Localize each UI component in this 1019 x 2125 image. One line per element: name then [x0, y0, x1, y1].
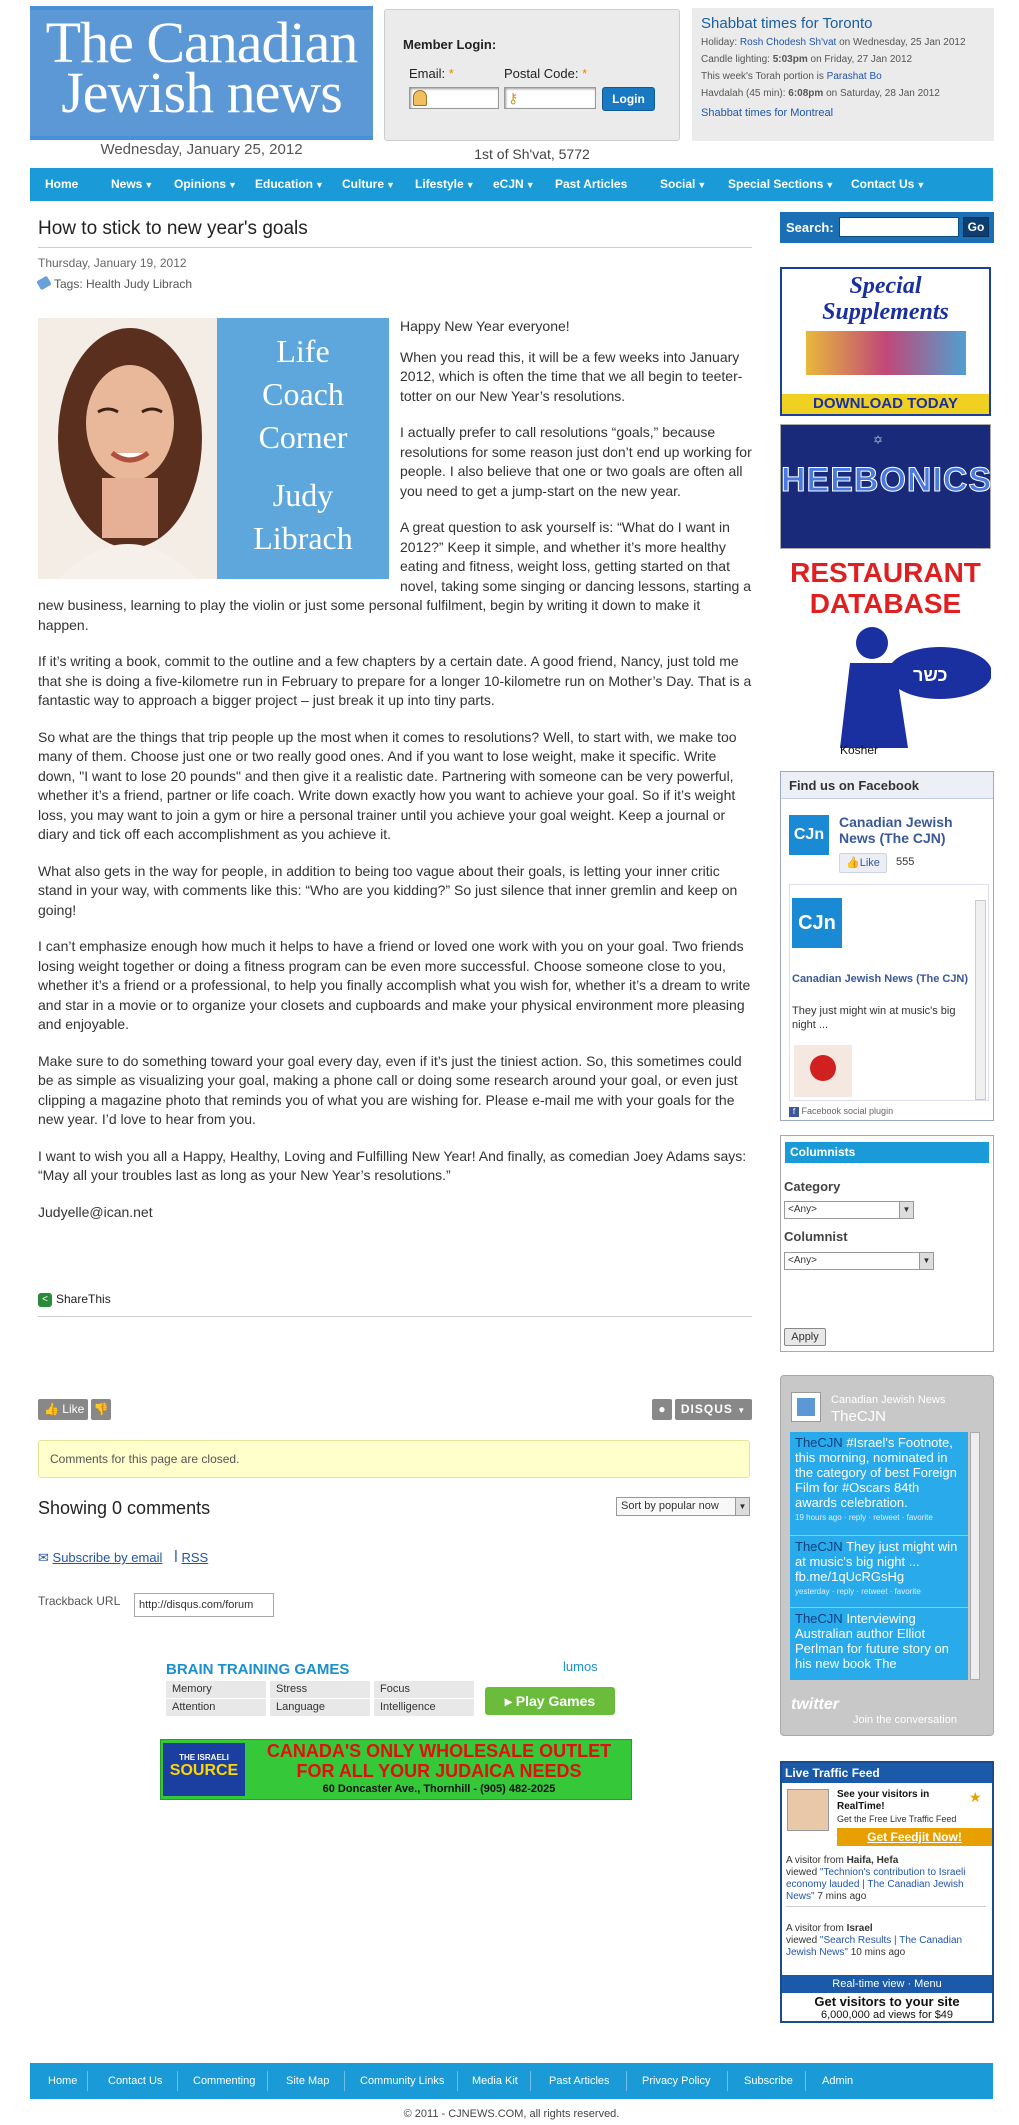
footer-past-articles[interactable]: Past Articles — [549, 2075, 610, 2087]
montreal-link[interactable]: Shabbat times for Montreal — [701, 107, 834, 119]
disqus-toolbar — [38, 1399, 752, 1421]
article-paragraph: A great question to ask yourself is: “What do I want in 2012?” Keep it simple, and whether it’s more healthy eating and fitness, weight loss, getting started on that novel, taking some singing or dancing lessons, starting a new business, learning to play the violin or just some personal fulfilment, begin by writing it down to make it happen. — [38, 519, 751, 633]
top-spacer — [38, 307, 752, 317]
footer-commenting[interactable]: Commenting — [193, 2075, 256, 2087]
article-paragraph: So what are the things that trip people up the most when it comes to resolutions? Well, to start with, we make too many of them. Choose just one or two really good ones. And if you want to lose weight, make it specific. Write down, "I want to lose 20 pounds" and then give it a realistic date. Partnering with someone can be very powerful, whether it’s a friend, partner or life coach. Write down exactly how you want to achieve your goal. So if it’s weight loss, you may want to join a gym or hire a personal trainer until you achieve your goal weight. Keep a journal or diary and tick off each accomplishment as you achieve it. — [38, 728, 737, 842]
chevron-down-icon: ▼ — [525, 180, 535, 190]
portrait-image — [38, 318, 217, 579]
nav-education[interactable]: Education ▼ — [255, 177, 324, 191]
fb-stream — [789, 884, 989, 1101]
thumbs-up-icon: 👍 — [846, 857, 860, 869]
supp-line-2: Supplements — [822, 299, 949, 325]
columnist-photo — [38, 318, 389, 579]
tweet — [790, 1536, 968, 1608]
kosher-hebrew: כשר — [913, 665, 948, 685]
subscribe-links — [38, 1550, 208, 1566]
nav-news[interactable]: News ▼ — [111, 177, 154, 191]
judaica-ad-address: 60 Doncaster Ave., Thornhill - (905) 482-2025 — [322, 1783, 556, 1795]
chevron-down-icon: ▼ — [386, 180, 395, 190]
sort-select[interactable]: Sort by popular now ▼ — [616, 1497, 750, 1516]
postal-code-label: Postal Code: * — [504, 66, 588, 81]
fb-post-author[interactable]: Canadian Jewish News (The CJN) — [792, 973, 969, 985]
star-of-david-icon: ✡ — [873, 433, 884, 447]
email-field[interactable] — [409, 87, 499, 109]
fb-post-thumbnail — [810, 1055, 836, 1081]
waiter-silhouette-icon — [780, 623, 991, 748]
shabbat-times-panel — [692, 8, 994, 141]
thumbs-up-icon: 👍 — [44, 1402, 59, 1416]
feed-promo-image — [787, 1789, 829, 1831]
fb-like-button[interactable]: 👍Like — [839, 853, 887, 873]
article-date: Thursday, January 19, 2012 — [38, 256, 187, 270]
share-icon: < — [38, 1293, 52, 1307]
play-games-button[interactable]: ▸ Play Games — [485, 1687, 615, 1715]
user-icon — [413, 90, 427, 106]
tweet-text: #Israel's Footnote, this morning, nominated in the category of best Foreign Film for #Oscars 84th awards celebration. — [795, 1435, 957, 1510]
article-tags: Tags: Health Judy Librach — [38, 277, 752, 307]
chevron-down-icon: ▼ — [465, 180, 475, 190]
tweet-meta[interactable]: yesterday · reply · retweet · favorite — [795, 1587, 921, 1596]
tweet-user[interactable]: TheCJN — [795, 1539, 843, 1554]
israeli-source-logo — [163, 1743, 245, 1796]
search-label: Search: — [786, 220, 834, 235]
feed-item-link[interactable]: "Search Results | The Canadian Jewish News" — [786, 1935, 963, 1958]
member-login-panel — [384, 9, 680, 141]
judaica-ad-line-1: CANADA'S ONLY WHOLESALE OUTLET — [266, 1741, 612, 1761]
chevron-down-icon: ▼ — [144, 180, 154, 190]
life-coach-corner-badge — [217, 318, 389, 579]
tweet-meta[interactable]: 19 hours ago · reply · retweet · favorite — [795, 1513, 933, 1522]
brain-cat: Language — [270, 1699, 370, 1716]
nav-culture[interactable]: Culture ▼ — [342, 177, 395, 191]
like-button[interactable]: 👍 Like — [38, 1399, 88, 1420]
tweet-user[interactable]: TheCJN — [795, 1611, 843, 1626]
fb-post-image — [794, 1045, 852, 1097]
article-paragraph: I can’t emphasize enough how much it helps to have a friend or loved one work with you on your goal. Two friends losing weight together or doing a fitness program can be even more successful. Choose someone close to you, whether it’s a friend or a professional, to help you finally accomplish what you wish for, whether it’s a dream to write and star in a movie or to organize your closets and cupboards and make your physical environment more pleasing and enjoyable. — [38, 938, 751, 1032]
tweet-list — [790, 1432, 968, 1680]
rss-icon: ꟾ — [173, 1550, 178, 1565]
comments-closed-notice: Comments for this page are closed. — [38, 1440, 750, 1478]
chevron-down-icon: ▼ — [899, 1202, 913, 1218]
sharethis-button[interactable]: < ShareThis — [38, 1292, 111, 1306]
feed-item: A visitor from Israel viewed "Search Results | The Canadian Jewish News" 10 mins ago — [786, 1923, 963, 1958]
chevron-down-icon: ▼ — [737, 1406, 747, 1415]
havdalah-line: Havdalah (45 min): 6:08pm on Saturday, 28 Jan 2012 — [701, 88, 940, 99]
download-today: DOWNLOAD TODAY — [782, 394, 989, 414]
star-icon: ★ — [969, 1789, 982, 1805]
badge-line-3: Corner — [258, 419, 348, 455]
chevron-down-icon: ▼ — [825, 180, 835, 190]
feed-promo-title: See your visitors in RealTime! — [837, 1789, 930, 1812]
restaurant-database-ad[interactable] — [780, 557, 991, 762]
brain-cat: Attention — [166, 1699, 266, 1716]
rss-link[interactable]: RSS — [181, 1550, 209, 1565]
footer-subscribe[interactable]: Subscribe — [744, 2075, 793, 2087]
nav-ecjn[interactable]: eCJN ▼ — [493, 177, 535, 191]
footer-separator — [727, 2071, 728, 2091]
footer-site-map[interactable]: Site Map — [286, 2075, 330, 2087]
apply-button[interactable]: Apply — [784, 1328, 826, 1346]
article-paragraph: If it’s writing a book, commit to the outline and a few chapters by a certain date. A good friend, Nancy, just told me that she is doing a five-kilometre run in February to prepare for a longer 10-kilometre run on Mother’s Day. That is a fantastic way to approach a bigger project – just break it up into tiny parts. — [38, 653, 752, 708]
facebook-icon: f — [789, 1107, 799, 1117]
heebonics-ad[interactable] — [780, 424, 991, 549]
columnist-label: Columnist — [784, 1229, 848, 1244]
key-icon: ⚷ — [508, 90, 519, 106]
judaica-ad-line-2: FOR ALL YOUR JUDAICA NEEDS — [296, 1761, 582, 1781]
nav-social[interactable]: Social ▼ — [660, 177, 707, 191]
search-input[interactable] — [839, 217, 959, 237]
tweet — [790, 1432, 968, 1536]
thumbs-down-icon: 👎 — [93, 1402, 109, 1416]
footer-community-links[interactable]: Community Links — [360, 2075, 445, 2087]
brain-cat: Stress — [270, 1681, 370, 1698]
article-paragraph: I actually prefer to call resolutions “goals,” because resolutions for some reason just don’t end up working for people. I also believe that one or two goals are often all you need to get a jump-start on the new year. — [400, 424, 752, 499]
logo-text-1: THE ISRAELI — [179, 1753, 229, 1762]
twitter-handle[interactable]: TheCJN — [831, 1408, 887, 1425]
tweet-text: Interviewing Australian author Elliot Perlman for future story on his new book The — [795, 1611, 949, 1671]
footer-admin[interactable]: Admin — [822, 2075, 854, 2087]
nav-lifestyle[interactable]: Lifestyle ▼ — [415, 177, 475, 191]
columnists-filter — [780, 1135, 994, 1352]
columnist-select[interactable]: <Any> ▼ — [784, 1252, 934, 1270]
chevron-down-icon: ▼ — [735, 1498, 749, 1515]
kosher-label: Kosher — [840, 743, 879, 757]
brain-cat: Focus — [374, 1681, 474, 1698]
article-title: How to stick to new year's goals — [38, 218, 752, 248]
feed-title: Live Traffic Feed — [782, 1763, 992, 1783]
main-nav — [30, 168, 993, 201]
logo-line-2: Jewish news — [61, 60, 342, 125]
badge-line-1: Life — [276, 333, 330, 369]
israeli-source-ad[interactable] — [160, 1739, 632, 1800]
fb-post-text: They just might win at music's big night ... — [792, 1005, 956, 1031]
article-paragraph: What also gets in the way for people, in addition to being too vague about their goals, is letting your inner critic stand in your way, with comments like this: “Who are you kidding?” So just silence that inner gremlin and keep on going! — [38, 862, 738, 918]
user-icon: ● — [658, 1402, 666, 1416]
play-icon: ▸ — [504, 1693, 512, 1709]
footer-separator — [805, 2071, 806, 2091]
nav-home[interactable]: Home — [45, 177, 79, 191]
footer-home[interactable]: Home — [48, 2075, 78, 2087]
article-paragraph: When you read this, it will be a few weeks into January 2012, which is often the time that we all begin to teeter-totter on our New Year’s resolutions. — [400, 348, 743, 404]
footer-separator — [87, 2071, 88, 2091]
trackback-url-field[interactable]: http://disqus.com/forum — [134, 1593, 274, 1617]
article-paragraph: Happy New Year everyone! — [400, 318, 570, 334]
tweet-user[interactable]: TheCJN — [795, 1435, 843, 1450]
nav-special-sections[interactable]: Special Sections ▼ — [728, 177, 835, 191]
torah-link[interactable]: Parashat Bo — [826, 71, 882, 82]
logo-text-2: SOURCE — [169, 1762, 239, 1779]
category-label: Category — [784, 1179, 841, 1194]
feed-realtime-menu[interactable]: Real-time view · Menu — [782, 1975, 992, 1993]
footer-separator — [530, 2071, 531, 2091]
feed-ad-views[interactable]: 6,000,000 ad views for $49 — [820, 2009, 954, 2021]
feed-item: A visitor from Haifa, Hefa viewed "Technion's contribution to Israeli economy lauded | The Canadian Jewish News" 7 mins ago — [786, 1855, 986, 1907]
footer-privacy-policy[interactable]: Privacy Policy — [642, 2075, 711, 2087]
login-button[interactable]: Login — [602, 87, 655, 111]
holiday-line: Holiday: Rosh Chodesh Sh'vat on Wednesday, 25 Jan 2012 — [701, 37, 966, 48]
footer-contact-us[interactable]: Contact Us — [108, 2075, 163, 2087]
brain-cat: Memory — [166, 1681, 266, 1698]
tweet-scrollbar[interactable] — [970, 1432, 980, 1680]
feed-item-link[interactable]: "Technion's contribution to Israeli economy lauded | The Canadian Jewish News" — [786, 1867, 966, 1902]
tweet — [790, 1608, 968, 1680]
disqus-menu-button[interactable]: DISQUS ▼ — [675, 1399, 752, 1420]
footer-media-kit[interactable]: Media Kit — [472, 2075, 518, 2087]
footer-separator — [344, 2071, 345, 2091]
footer-separator — [177, 2071, 178, 2091]
facebook-likebox — [780, 771, 994, 1121]
supp-line-1: Special — [849, 273, 922, 299]
fb-page-logo[interactable]: CJn — [789, 815, 829, 855]
brain-training-ad[interactable] — [160, 1659, 632, 1732]
footer-separator — [457, 2071, 458, 2091]
supplement-covers-image — [806, 331, 966, 375]
search-panel — [780, 212, 994, 243]
chevron-down-icon: ▼ — [697, 180, 707, 190]
subscribe-email-link[interactable]: Subscribe by email — [52, 1550, 163, 1565]
twitter-widget — [780, 1375, 994, 1736]
comment-count: Showing 0 comments — [38, 1498, 211, 1518]
shabbat-title[interactable]: Shabbat times for Toronto — [701, 15, 873, 32]
disqus-user-button[interactable] — [652, 1399, 672, 1420]
portrait-illustration — [38, 318, 217, 579]
torah-line: This week's Torah portion is Parashat Bo — [701, 71, 882, 82]
fb-plugin-footer: f Facebook social plugin — [789, 1106, 893, 1117]
fb-page-name[interactable]: Canadian Jewish News (The CJN) — [839, 814, 953, 846]
footer-separator — [626, 2071, 627, 2091]
feed-get-visitors[interactable]: Get visitors to your site — [814, 1994, 960, 2009]
tweet-text: They just might win at music's big night ... fb.me/1qUcRGsHg — [795, 1539, 958, 1584]
heebonics-title: HEEBONICS — [781, 461, 993, 499]
live-traffic-feed — [780, 1761, 994, 2023]
twitter-avatar-logo — [797, 1398, 815, 1416]
nav-contact-us[interactable]: Contact Us ▼ — [851, 177, 926, 191]
restaurant-line-1: RESTAURANT — [790, 557, 981, 588]
footer-nav — [30, 2063, 993, 2099]
twitter-avatar[interactable] — [791, 1392, 821, 1422]
category-select[interactable]: <Any> ▼ — [784, 1201, 914, 1219]
article — [38, 218, 752, 1239]
chevron-down-icon: ▼ — [916, 180, 926, 190]
twitter-join-link[interactable]: Join the conversation — [853, 1714, 957, 1726]
footer-separator — [267, 2071, 268, 2091]
restaurant-line-2: DATABASE — [809, 588, 962, 619]
sharethis-bar — [38, 1292, 752, 1317]
fb-title: Find us on Facebook — [781, 772, 993, 799]
article-paragraph: Make sure to do something toward your goal every day, even if it’s just the tiniest action. So, this sometimes could be as simple as visualizing your goal, making a phone call or doing some research around your goal, or even just clipping a magazine photo that reminds you of what you are wishing for. Please e-mail me with your goals for the new year. I’d love to hear from you. — [38, 1052, 742, 1127]
postal-code-field[interactable] — [504, 87, 596, 109]
logo-line-1: The Canadian — [45, 10, 358, 75]
lumosity-logo: lumos — [563, 1659, 598, 1674]
brain-cat: Intelligence — [374, 1699, 474, 1716]
nav-opinions[interactable]: Opinions ▼ — [174, 177, 237, 191]
get-feedjit-button[interactable]: Get Feedjit Now! — [837, 1828, 992, 1846]
mail-icon: ✉ — [38, 1550, 49, 1565]
badge-line-4: Judy — [272, 477, 334, 513]
twitter-logo[interactable]: twitter — [791, 1696, 839, 1713]
brain-ad-title: BRAIN TRAINING GAMES — [166, 1661, 350, 1678]
article-paragraph: I want to wish you all a Happy, Healthy, Loving and Fulfilling New Year! And finally, as comedian Joey Adams says: “May all your troubles last as long as your New Year’s resolutions.” — [38, 1147, 747, 1183]
nav-past-articles[interactable]: Past Articles — [555, 177, 628, 191]
site-logo[interactable] — [30, 6, 373, 140]
fb-post-logo: CJn — [792, 898, 842, 948]
chevron-down-icon: ▼ — [315, 180, 324, 190]
email-label: Email: * — [409, 66, 454, 81]
chevron-down-icon: ▼ — [228, 180, 237, 190]
candle-line: Candle lighting: 5:03pm on Friday, 27 Jan 2012 — [701, 54, 913, 65]
tag-icon — [36, 276, 51, 291]
copyright: © 2011 - CJNEWS.COM, all rights reserved. — [403, 2108, 620, 2120]
dislike-button[interactable] — [91, 1399, 111, 1420]
twitter-account-name[interactable]: Canadian Jewish News — [831, 1394, 946, 1406]
fb-stream-scrollbar[interactable] — [975, 900, 986, 1100]
chevron-down-icon: ▼ — [919, 1253, 933, 1269]
hebrew-date: 1st of Sh'vat, 5772 — [474, 146, 590, 162]
author-email-link[interactable]: Judyelle@ican.net — [38, 1203, 153, 1220]
search-go-button[interactable]: Go — [963, 217, 989, 237]
trackback-label: Trackback URL — [38, 1594, 121, 1608]
badge-line-2: Coach — [262, 376, 344, 412]
fb-like-count: 555 — [896, 856, 915, 868]
login-title: Member Login: — [403, 37, 497, 52]
current-date: Wednesday, January 25, 2012 — [100, 141, 303, 158]
holiday-link[interactable]: Rosh Chodesh Sh'vat — [739, 37, 837, 48]
badge-line-5: Librach — [253, 520, 353, 556]
columnists-title: Columnists — [785, 1142, 989, 1163]
feed-promo-subtitle: Get the Free Live Traffic Feed — [837, 1814, 957, 1824]
special-supplements-ad[interactable] — [780, 267, 991, 416]
